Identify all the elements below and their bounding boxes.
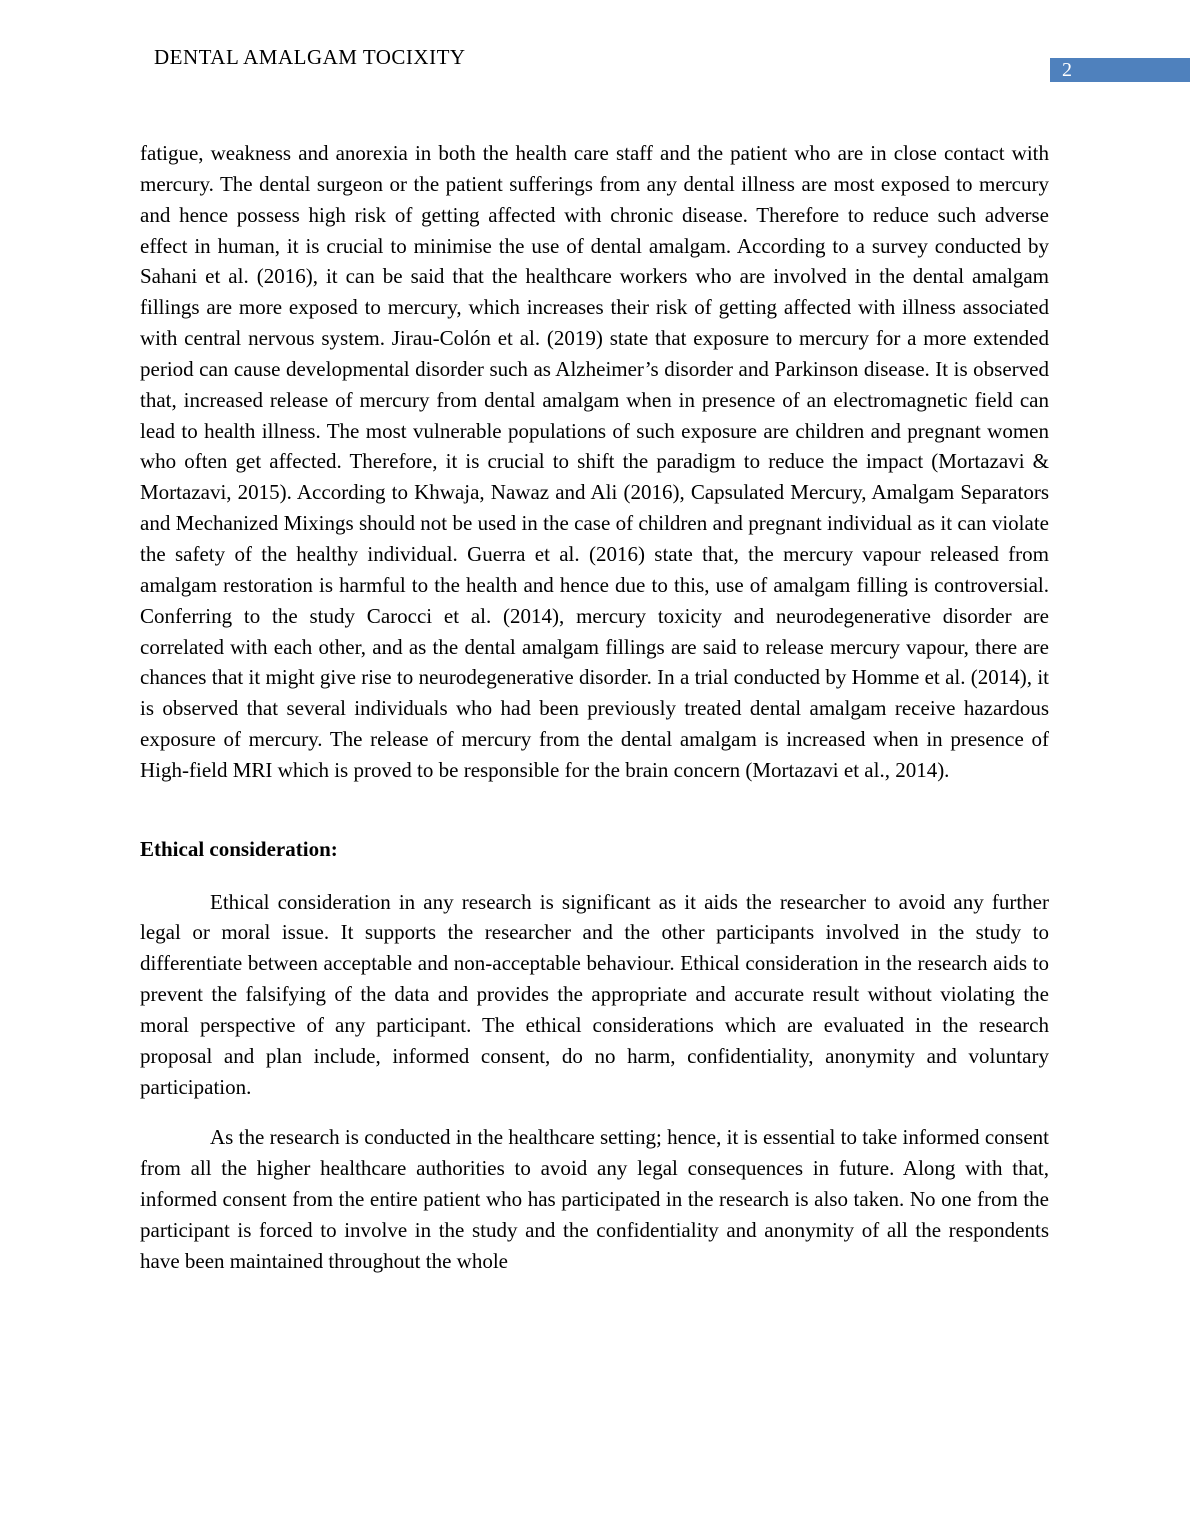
section-heading: Ethical consideration:	[140, 836, 338, 861]
page-number-box	[1050, 58, 1190, 82]
document-body	[140, 138, 1049, 1277]
body-paragraph: As the research is conducted in the healthcare setting; hence, it is essential to take informed consent from all the higher healthcare authorities to avoid any legal consequences in future. Along with that, informed consent from the entire patient who has participated in the research is also taken. No one from the participant is forced to involve in the study and the confidentiality and anonymity of all the respondents have been maintained throughout the whole	[140, 1125, 1049, 1273]
running-head: DENTAL AMALGAM TOCIXITY	[154, 45, 466, 69]
body-paragraph: fatigue, weakness and anorexia in both the health care staff and the patient who are in close contact with mercury. The dental surgeon or the patient sufferings from any dental illness are most exposed to mercury and hence possess high risk of getting affected with chronic disease. Therefore to reduce such adverse effect in human, it is crucial to minimise the use of dental amalgam. According to a survey conducted by Sahani et al. (2016), it can be said that the healthcare workers who are involved in the dental amalgam fillings are more exposed to mercury, which increases their risk of getting affected with illness associated with central nervous system. Jirau-Colón et al. (2019) state that exposure to mercury for a more extended period can cause developmental disorder such as Alzheimer’s disorder and Parkinson disease. It is observed that, increased release of mercury from dental amalgam when in presence of an electromagnetic field can lead to health illness. The most vulnerable populations of such exposure are children and pregnant women who often get affected. Therefore, it is crucial to shift the paradigm to reduce the impact (Mortazavi & Mortazavi, 2015). According to Khwaja, Nawaz and Ali (2016), Capsulated Mercury, Amalgam Separators and Mechanized Mixings should not be used in the case of children and pregnant individual as it can violate the safety of the healthy individual. Guerra et al. (2016) state that, the mercury vapour released from amalgam restoration is harmful to the health and hence due to this, use of amalgam filling is controversial. Conferring to the study Carocci et al. (2014), mercury toxicity and neurodegenerative disorder are correlated with each other, and as the dental amalgam fillings are said to release mercury vapour, there are chances that it might give rise to neurodegenerative disorder. In a trial conducted by Homme et al. (2014), it is observed that several individuals who had been previously treated dental amalgam receive hazardous exposure of mercury. The release of mercury from the dental amalgam is increased when in presence of High-field MRI which is proved to be responsible for the brain concern (Mortazavi et al., 2014).	[140, 141, 1049, 782]
page-number: 2	[1062, 59, 1072, 81]
body-paragraph: Ethical consideration in any research is significant as it aids the researcher to avoid any further legal or moral issue. It supports the researcher and the other participants involved in the study to differentiate between acceptable and non-acceptable behaviour. Ethical consideration in the research aids to prevent the falsifying of the data and provides the appropriate and accurate result without violating the moral perspective of any participant. The ethical considerations which are evaluated in the research proposal and plan include, informed consent, do no harm, confidentiality, anonymity and voluntary participation.	[140, 889, 1049, 1099]
